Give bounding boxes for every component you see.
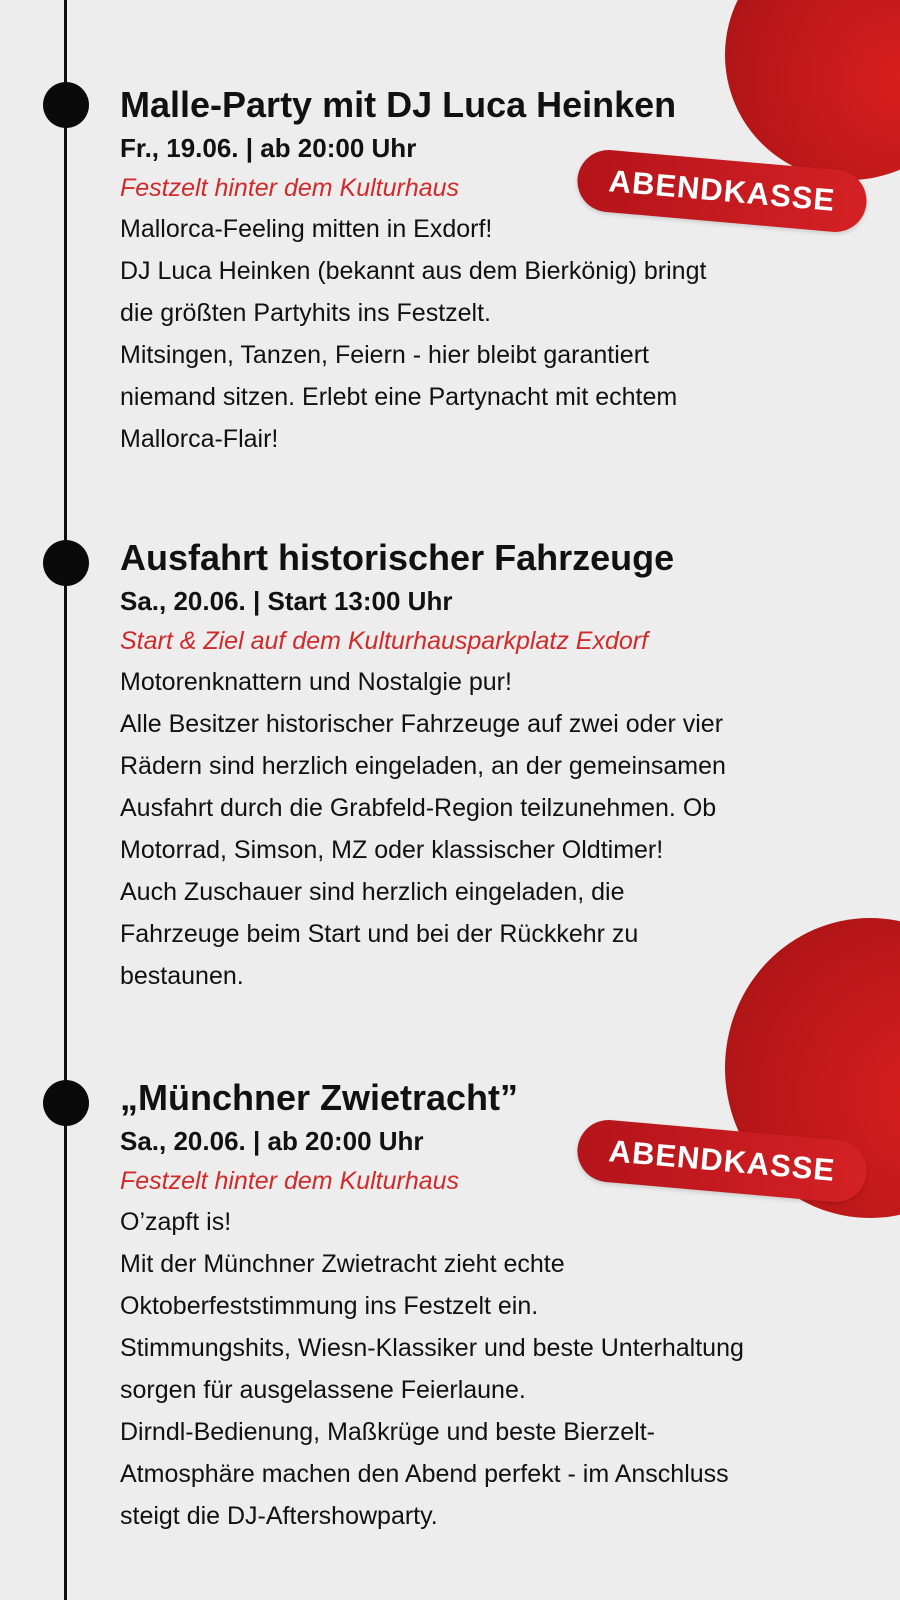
- event-description: [120, 208, 860, 460]
- timeline-dot: [43, 82, 89, 128]
- event-title: Ausfahrt historischer Fahrzeuge: [120, 537, 675, 578]
- description-line: Atmosphäre machen den Abend perfekt - im Anschluss: [120, 1460, 729, 1488]
- description-line: Mitsingen, Tanzen, Feiern - hier bleibt garantiert: [120, 341, 649, 369]
- event-datetime: Sa., 20.06. | ab 20:00 Uhr: [120, 1126, 424, 1156]
- description-line: sorgen für ausgelassene Feierlaune.: [120, 1376, 526, 1404]
- description-line: Mallorca-Feeling mitten in Exdorf!: [120, 215, 493, 243]
- event-malle-party: [120, 82, 860, 460]
- event-description: [120, 661, 860, 997]
- description-line: Dirndl-Bedienung, Maßkrüge und beste Bierzelt-: [120, 1418, 655, 1446]
- description-line: Oktoberfeststimmung ins Festzelt ein.: [120, 1292, 539, 1320]
- description-line: Alle Besitzer historischer Fahrzeuge auf zwei oder vier: [120, 710, 724, 738]
- description-line: bestaunen.: [120, 962, 244, 990]
- description-line: Auch Zuschauer sind herzlich eingeladen, die: [120, 878, 625, 906]
- event-location: Festzelt hinter dem Kulturhaus: [120, 174, 460, 202]
- description-line: Motorenknattern und Nostalgie pur!: [120, 668, 512, 696]
- description-line: Motorrad, Simson, MZ oder klassischer Oldtimer!: [120, 836, 664, 864]
- description-line: steigt die DJ-Aftershowparty.: [120, 1502, 438, 1530]
- description-line: Mallorca-Flair!: [120, 425, 279, 453]
- timeline-dot: [43, 540, 89, 586]
- event-location: Start & Ziel auf dem Kulturhausparkplatz Exdorf: [120, 627, 649, 655]
- description-line: Ausfahrt durch die Grabfeld-Region teilzunehmen. Ob: [120, 794, 717, 822]
- description-line: die größten Partyhits ins Festzelt.: [120, 299, 491, 327]
- abendkasse-badge: ABENDKASSE: [575, 1117, 869, 1204]
- description-line: Rädern sind herzlich eingeladen, an der gemeinsamen: [120, 752, 726, 780]
- timeline-line: [64, 0, 67, 1600]
- description-line: DJ Luca Heinken (bekannt aus dem Bierkönig) bringt: [120, 257, 707, 285]
- event-historic-vehicles: [120, 535, 860, 997]
- description-line: Mit der Münchner Zwietracht zieht echte: [120, 1250, 565, 1278]
- description-line: niemand sitzen. Erlebt eine Partynacht mit echtem: [120, 383, 678, 411]
- event-location: Festzelt hinter dem Kulturhaus: [120, 1167, 460, 1195]
- event-description: [120, 1201, 860, 1537]
- timeline-dot: [43, 1080, 89, 1126]
- event-title: Malle-Party mit DJ Luca Heinken: [120, 84, 677, 125]
- abendkasse-badge: ABENDKASSE: [575, 147, 869, 234]
- event-title: „Münchner Zwietracht”: [120, 1077, 519, 1118]
- description-line: Fahrzeuge beim Start und bei der Rückkehr zu: [120, 920, 639, 948]
- event-datetime: Sa., 20.06. | Start 13:00 Uhr: [120, 586, 453, 616]
- event-datetime: Fr., 19.06. | ab 20:00 Uhr: [120, 133, 417, 163]
- description-line: Stimmungshits, Wiesn-Klassiker und beste Unterhaltung: [120, 1334, 744, 1362]
- description-line: O’zapft is!: [120, 1208, 232, 1236]
